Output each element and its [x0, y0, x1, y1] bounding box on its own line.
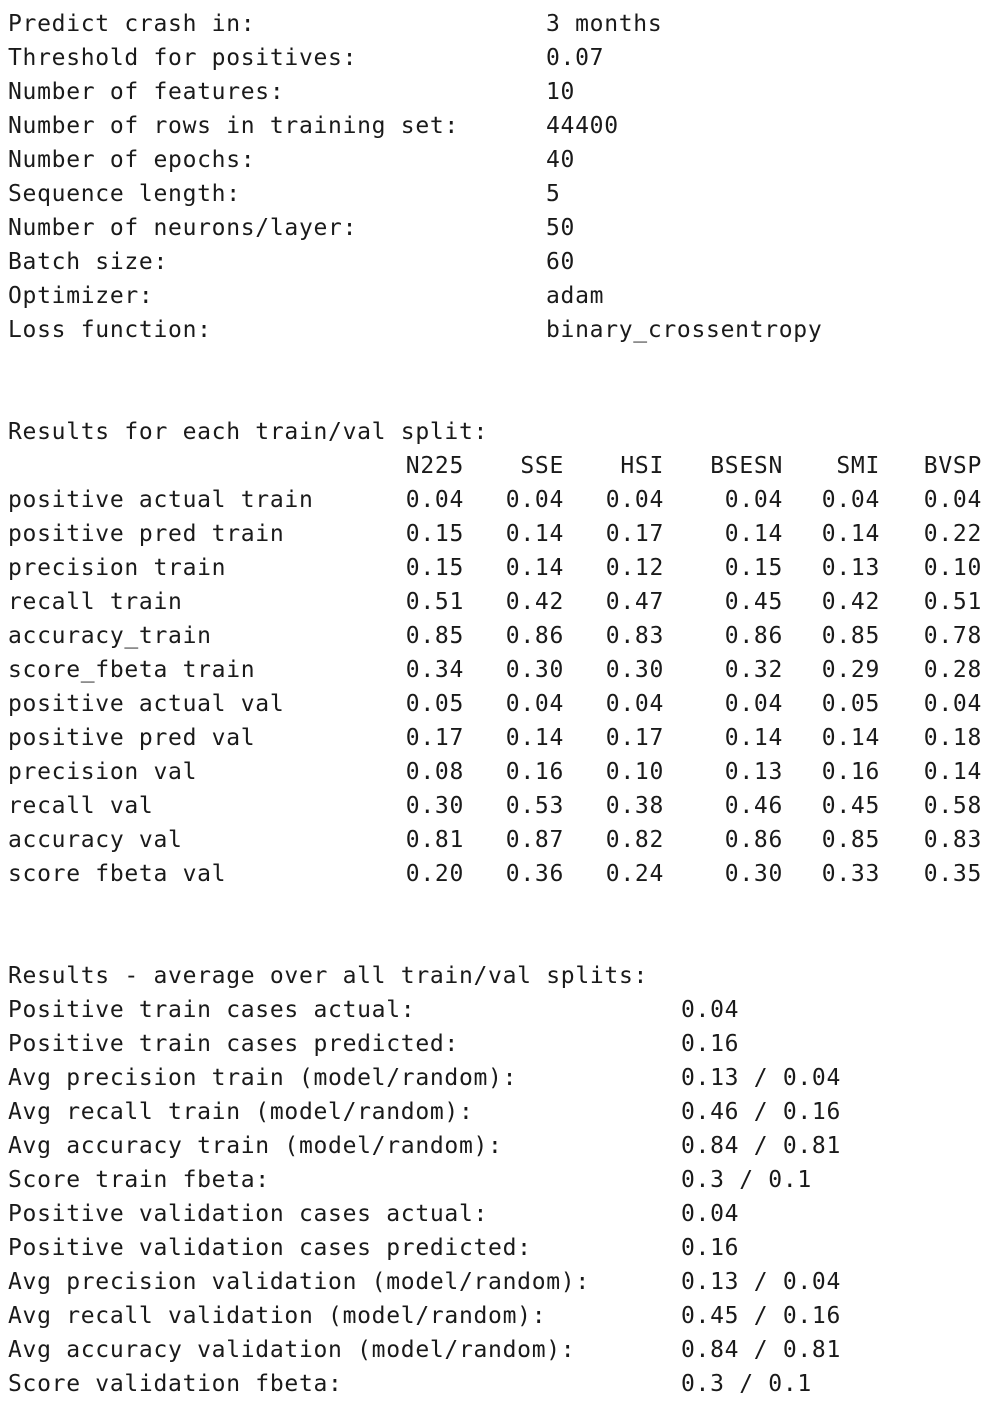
- table-cell: 0.30: [605, 657, 664, 683]
- average-row: [8, 1265, 992, 1299]
- table-cell: 0.58: [923, 793, 982, 819]
- table-cell: 0.35: [923, 861, 982, 887]
- table-header-row: [8, 449, 992, 483]
- average-label: Positive validation cases actual:: [8, 1201, 489, 1227]
- table-row: [8, 517, 992, 551]
- table-row: [8, 653, 992, 687]
- table-cell: 0.78: [923, 623, 982, 649]
- param-value: 50: [546, 215, 576, 241]
- metric-label: positive pred val: [8, 725, 256, 751]
- param-label: Optimizer:: [8, 283, 154, 309]
- table-cell: 0.28: [923, 657, 982, 683]
- average-value: 0.13 / 0.04: [681, 1065, 842, 1091]
- table-cell: 0.82: [605, 827, 664, 853]
- section-heading: [8, 959, 992, 993]
- column-header: SSE: [520, 453, 564, 479]
- table-cell: 0.05: [405, 691, 464, 717]
- average-label: Positive validation cases predicted:: [8, 1235, 532, 1261]
- average-label: Positive train cases actual:: [8, 997, 416, 1023]
- table-cell: 0.04: [605, 487, 664, 513]
- average-row: [8, 1163, 992, 1197]
- table-cell: 0.14: [821, 725, 880, 751]
- table-cell: 0.16: [505, 759, 564, 785]
- table-cell: 0.30: [405, 793, 464, 819]
- table-cell: 0.16: [821, 759, 880, 785]
- table-row: [8, 585, 992, 619]
- average-value: 0.84 / 0.81: [681, 1337, 842, 1363]
- column-header: N225: [405, 453, 464, 479]
- metric-label: precision val: [8, 759, 198, 785]
- param-label: Number of features:: [8, 79, 285, 105]
- param-line: [8, 211, 992, 245]
- table-cell: 0.04: [405, 487, 464, 513]
- param-value: 3 months: [546, 11, 663, 37]
- average-label: Avg recall validation (model/random):: [8, 1303, 547, 1329]
- average-value: 0.16: [681, 1031, 740, 1057]
- table-row: [8, 721, 992, 755]
- table-cell: 0.53: [505, 793, 564, 819]
- param-value: 10: [546, 79, 576, 105]
- table-cell: 0.17: [405, 725, 464, 751]
- param-label: Sequence length:: [8, 181, 241, 207]
- param-label: Number of epochs:: [8, 147, 256, 173]
- param-label: Batch size:: [8, 249, 169, 275]
- table-cell: 0.08: [405, 759, 464, 785]
- table-row: [8, 483, 992, 517]
- table-cell: 0.14: [505, 555, 564, 581]
- table-cell: 0.14: [821, 521, 880, 547]
- table-cell: 0.05: [821, 691, 880, 717]
- param-line: [8, 109, 992, 143]
- metric-label: score fbeta val: [8, 861, 227, 887]
- table-cell: 0.04: [923, 691, 982, 717]
- param-line: [8, 75, 992, 109]
- table-cell: 0.34: [405, 657, 464, 683]
- table-cell: 0.18: [923, 725, 982, 751]
- table-cell: 0.14: [923, 759, 982, 785]
- param-line: [8, 143, 992, 177]
- param-line: [8, 279, 992, 313]
- table-cell: 0.86: [724, 827, 783, 853]
- table-cell: 0.17: [605, 521, 664, 547]
- table-cell: 0.46: [724, 793, 783, 819]
- table-cell: 0.04: [724, 691, 783, 717]
- metric-label: positive actual train: [8, 487, 314, 513]
- table-cell: 0.17: [605, 725, 664, 751]
- table-cell: 0.85: [405, 623, 464, 649]
- table-cell: 0.87: [505, 827, 564, 853]
- param-line: [8, 177, 992, 211]
- param-label: Number of rows in training set:: [8, 113, 459, 139]
- param-value: binary_crossentropy: [546, 317, 823, 343]
- param-label: Loss function:: [8, 317, 212, 343]
- param-line: [8, 41, 992, 75]
- table-cell: 0.12: [605, 555, 664, 581]
- param-value: 0.07: [546, 45, 605, 71]
- table-cell: 0.51: [405, 589, 464, 615]
- average-row: [8, 1367, 992, 1401]
- split-results-heading: Results for each train/val split:: [8, 419, 489, 445]
- table-cell: 0.14: [505, 725, 564, 751]
- column-header: HSI: [620, 453, 664, 479]
- average-results-heading: Results - average over all train/val splits:: [8, 963, 649, 989]
- average-row: [8, 1095, 992, 1129]
- average-value: 0.16: [681, 1235, 740, 1261]
- table-cell: 0.14: [724, 521, 783, 547]
- table-cell: 0.42: [505, 589, 564, 615]
- table-cell: 0.04: [505, 691, 564, 717]
- param-value: 60: [546, 249, 576, 275]
- table-row: [8, 789, 992, 823]
- table-cell: 0.20: [405, 861, 464, 887]
- param-line: [8, 7, 992, 41]
- table-cell: 0.24: [605, 861, 664, 887]
- table-cell: 0.42: [821, 589, 880, 615]
- average-value: 0.84 / 0.81: [681, 1133, 842, 1159]
- param-label: Predict crash in:: [8, 11, 256, 37]
- table-cell: 0.45: [821, 793, 880, 819]
- param-label: Threshold for positives:: [8, 45, 358, 71]
- metric-label: positive pred train: [8, 521, 285, 547]
- table-cell: 0.81: [405, 827, 464, 853]
- table-cell: 0.15: [405, 521, 464, 547]
- average-row: [8, 1197, 992, 1231]
- table-cell: 0.38: [605, 793, 664, 819]
- average-label: Avg precision train (model/random):: [8, 1065, 518, 1091]
- param-value: 40: [546, 147, 576, 173]
- table-cell: 0.30: [724, 861, 783, 887]
- table-cell: 0.04: [923, 487, 982, 513]
- table-cell: 0.47: [605, 589, 664, 615]
- average-value: 0.3 / 0.1: [681, 1371, 812, 1397]
- metric-label: accuracy val: [8, 827, 183, 853]
- average-label: Score train fbeta:: [8, 1167, 270, 1193]
- average-value: 0.04: [681, 1201, 740, 1227]
- table-cell: 0.10: [923, 555, 982, 581]
- table-cell: 0.22: [923, 521, 982, 547]
- param-value: adam: [546, 283, 605, 309]
- average-value: 0.04: [681, 997, 740, 1023]
- metric-label: score_fbeta train: [8, 657, 256, 683]
- table-cell: 0.13: [821, 555, 880, 581]
- average-row: [8, 1231, 992, 1265]
- metric-label: positive actual val: [8, 691, 285, 717]
- average-label: Score validation fbeta:: [8, 1371, 343, 1397]
- param-line: [8, 313, 992, 347]
- average-value: 0.45 / 0.16: [681, 1303, 842, 1329]
- table-cell: 0.86: [505, 623, 564, 649]
- table-row: [8, 551, 992, 585]
- table-cell: 0.83: [605, 623, 664, 649]
- section-heading: [8, 415, 992, 449]
- average-row: [8, 1027, 992, 1061]
- average-label: Avg precision validation (model/random):: [8, 1269, 590, 1295]
- table-cell: 0.45: [724, 589, 783, 615]
- average-row: [8, 1299, 992, 1333]
- average-row: [8, 1061, 992, 1095]
- table-row: [8, 755, 992, 789]
- table-cell: 0.86: [724, 623, 783, 649]
- table-row: [8, 823, 992, 857]
- metric-label: accuracy_train: [8, 623, 212, 649]
- table-cell: 0.13: [724, 759, 783, 785]
- table-cell: 0.04: [605, 691, 664, 717]
- table-cell: 0.85: [821, 827, 880, 853]
- average-value: 0.46 / 0.16: [681, 1099, 842, 1125]
- average-row: [8, 993, 992, 1027]
- metric-label: recall val: [8, 793, 154, 819]
- column-header: SMI: [836, 453, 880, 479]
- table-row: [8, 619, 992, 653]
- table-cell: 0.32: [724, 657, 783, 683]
- average-row: [8, 1333, 992, 1367]
- column-header: BVSP: [923, 453, 982, 479]
- param-value: 5: [546, 181, 561, 207]
- table-cell: 0.14: [505, 521, 564, 547]
- table-cell: 0.29: [821, 657, 880, 683]
- table-row: [8, 857, 992, 891]
- table-cell: 0.10: [605, 759, 664, 785]
- metric-label: recall train: [8, 589, 183, 615]
- table-cell: 0.14: [724, 725, 783, 751]
- table-cell: 0.51: [923, 589, 982, 615]
- table-cell: 0.15: [724, 555, 783, 581]
- average-label: Positive train cases predicted:: [8, 1031, 459, 1057]
- param-value: 44400: [546, 113, 619, 139]
- table-cell: 0.04: [724, 487, 783, 513]
- average-label: Avg recall train (model/random):: [8, 1099, 474, 1125]
- table-cell: 0.85: [821, 623, 880, 649]
- average-label: Avg accuracy train (model/random):: [8, 1133, 503, 1159]
- metric-label: precision train: [8, 555, 227, 581]
- average-row: [8, 1129, 992, 1163]
- table-cell: 0.15: [405, 555, 464, 581]
- table-row: [8, 687, 992, 721]
- table-cell: 0.30: [505, 657, 564, 683]
- table-cell: 0.83: [923, 827, 982, 853]
- average-label: Avg accuracy validation (model/random):: [8, 1337, 576, 1363]
- table-cell: 0.04: [505, 487, 564, 513]
- table-cell: 0.33: [821, 861, 880, 887]
- table-cell: 0.04: [821, 487, 880, 513]
- average-value: 0.3 / 0.1: [681, 1167, 812, 1193]
- param-label: Number of neurons/layer:: [8, 215, 358, 241]
- table-cell: 0.36: [505, 861, 564, 887]
- param-line: [8, 245, 992, 279]
- average-value: 0.13 / 0.04: [681, 1269, 842, 1295]
- column-header: BSESN: [710, 453, 783, 479]
